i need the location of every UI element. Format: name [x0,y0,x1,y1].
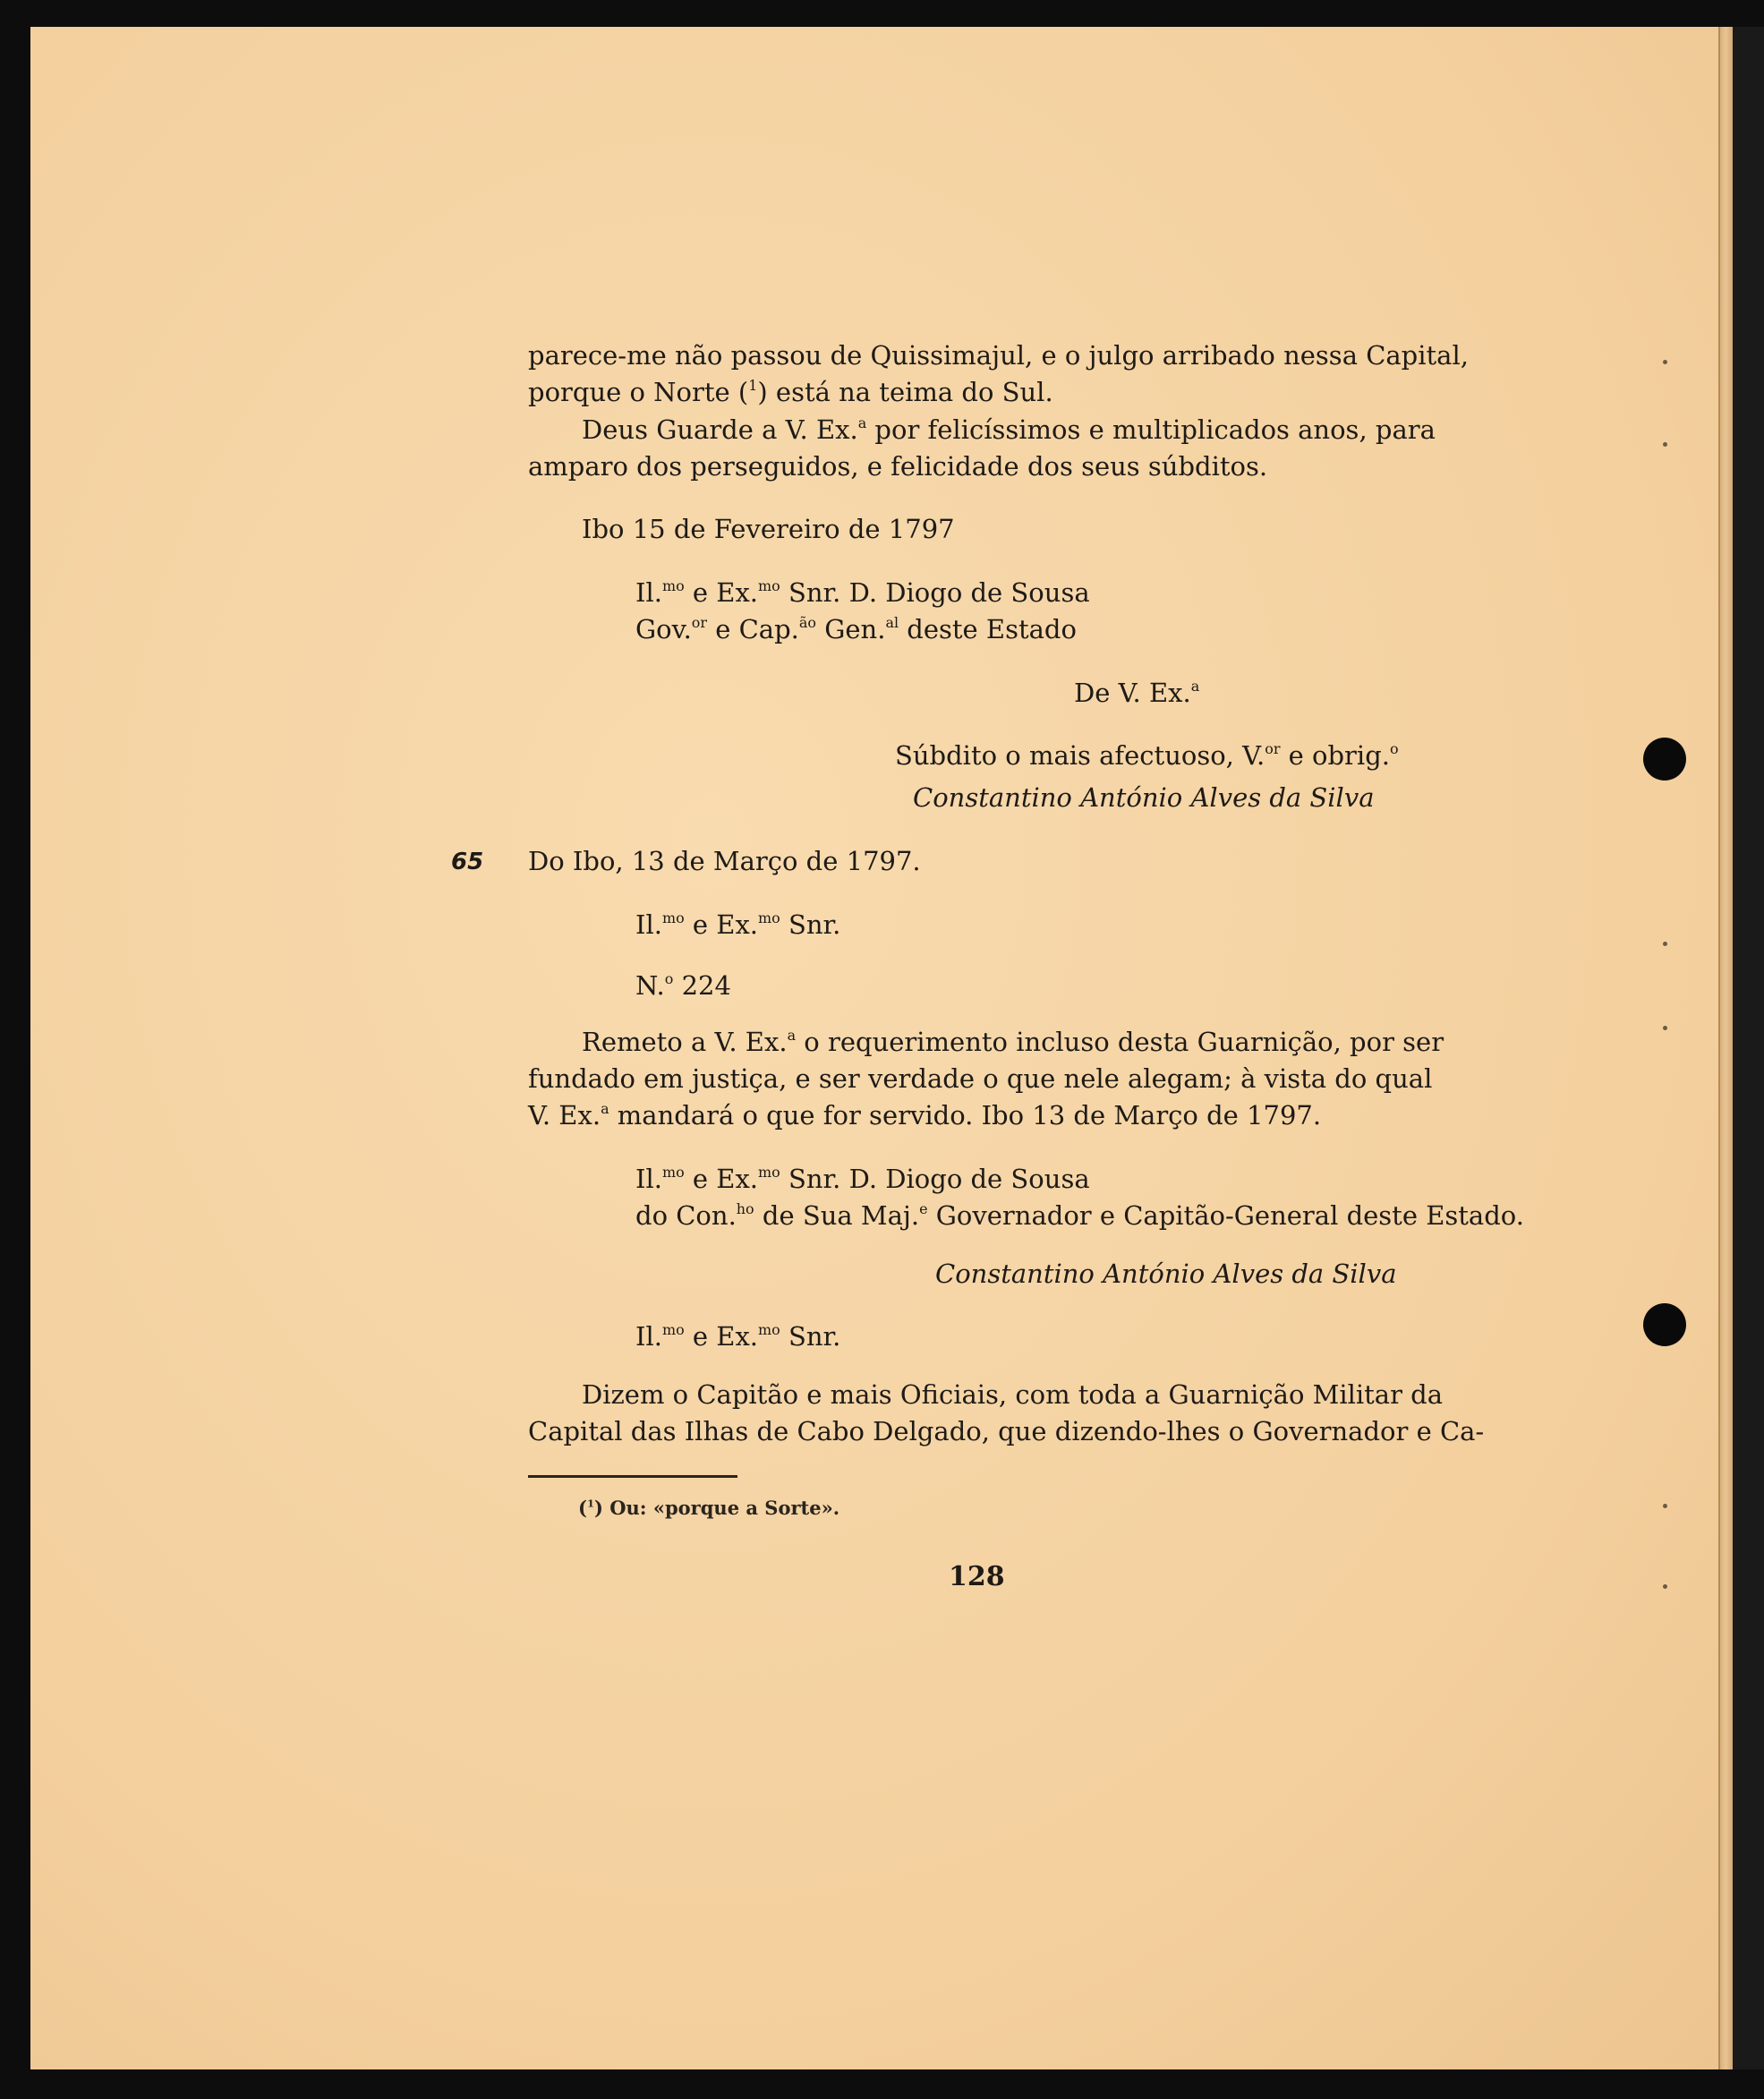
signature: Constantino António Alves da Silva [935,1259,1397,1289]
paper-speck [1663,1026,1667,1030]
punch-hole [1643,738,1686,781]
body-line: Dizem o Capitão e mais Oficiais, com toda a Guarnição Militar da [582,1379,1444,1410]
letter-number: N.$^o$ 224 [635,970,731,1001]
body-line: Deus Guarde a V. Ex.$^a$ por felicíssimos e multiplicados anos, para [582,414,1436,445]
punch-hole [1643,1303,1686,1346]
body-line: V. Ex.$^a$ mandará o que for servido. Ibo 13 de Março de 1797. [528,1100,1322,1131]
body-line: amparo dos perseguidos, e felicidade dos seus súbditos. [528,451,1268,482]
footnote-rule [528,1475,737,1478]
binding-strip [1733,27,1764,2069]
paper-speck [1663,942,1667,946]
entry-number: 65 [451,849,484,875]
signature: Constantino António Alves da Silva [913,782,1375,813]
paper-speck [1663,442,1667,447]
address-line: Il.$^{mo}$ e Ex.$^{mo}$ Snr. D. Diogo de Sousa [635,1164,1090,1194]
body-line: fundado em justiça, e ser verdade o que nele alegam; à vista do qual [528,1063,1433,1094]
paper-speck [1663,1584,1667,1589]
salutation: Il.$^{mo}$ e Ex.$^{mo}$ Snr. [635,909,841,940]
paper-speck [1663,1504,1667,1508]
body-line: porque o Norte ($^1$) está na teima do Sul. [528,377,1053,407]
address-line: Il.$^{mo}$ e Ex.$^{mo}$ Snr. D. Diogo de Sousa [635,577,1090,608]
entry-heading: Do Ibo, 13 de Março de 1797. [528,846,921,876]
closing-line: De V. Ex.$^a$ [1074,678,1200,708]
page-number: 128 [949,1561,1005,1592]
paper-speck [1663,360,1667,364]
address-line: do Con.$^{ho}$ de Sua Maj.$^e$ Governador e Capitão-General deste Estado. [635,1200,1524,1231]
body-line: parece-me não passou de Quissimajul, e o julgo arribado nessa Capital, [528,340,1469,371]
closing-line: Súbdito o mais afectuoso, V.$^{or}$ e obrig.$^o$ [895,740,1399,771]
letter-date: Ibo 15 de Fevereiro de 1797 [582,514,955,544]
salutation: Il.$^{mo}$ e Ex.$^{mo}$ Snr. [635,1321,841,1352]
footnote: ($^1$) Ou: «porque a Sorte». [578,1497,840,1519]
body-line: Remeto a V. Ex.$^a$ o requerimento incluso desta Guarnição, por ser [582,1027,1444,1057]
body-line: Capital das Ilhas de Cabo Delgado, que dizendo-lhes o Governador e Ca- [528,1416,1485,1446]
address-line: Gov.$^{or}$ e Cap.$^{ão}$ Gen.$^{al}$ deste Estado [635,614,1077,644]
